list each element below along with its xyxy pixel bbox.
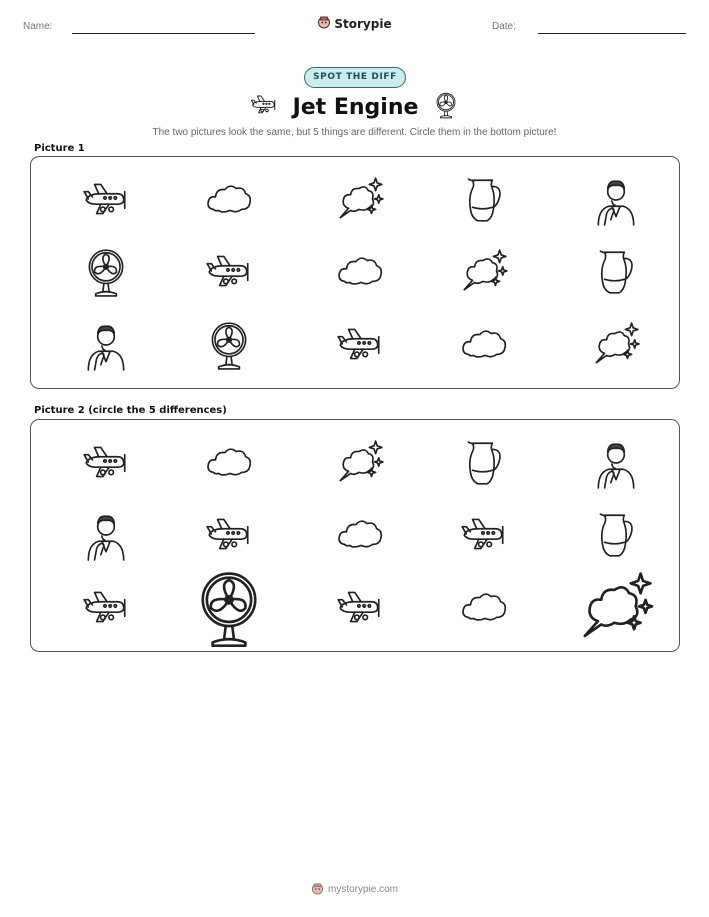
cloud-icon[interactable] [458, 582, 510, 634]
pitcher-icon[interactable] [458, 437, 510, 489]
airplane-icon[interactable] [80, 582, 132, 634]
fan-icon [203, 319, 255, 371]
cloud-icon[interactable] [203, 437, 255, 489]
exhaust-puff-icon [458, 246, 510, 298]
name-label: Name: [23, 21, 53, 32]
thinking-man-icon [80, 319, 132, 371]
name-line[interactable] [72, 33, 255, 34]
thinking-man-icon [590, 174, 642, 226]
footer-url[interactable]: mystorypie.com [327, 884, 398, 895]
airplane-icon[interactable] [80, 437, 132, 489]
exhaust-puff-icon [334, 174, 386, 226]
storypie-mascot-icon [317, 14, 331, 33]
airplane-icon[interactable] [334, 582, 386, 634]
fan-icon[interactable] [188, 567, 270, 649]
airplane-icon [334, 319, 386, 371]
page-title: Jet Engine [292, 94, 419, 120]
cloud-icon [203, 174, 255, 226]
pitcher-icon[interactable] [590, 509, 642, 561]
cloud-icon[interactable] [334, 509, 386, 561]
exhaust-puff-icon [590, 319, 642, 371]
title-row [0, 90, 709, 124]
picture-1-panel [30, 156, 680, 389]
pitcher-icon [590, 246, 642, 298]
date-label: Date: [492, 21, 516, 32]
picture-2-panel[interactable] [30, 419, 680, 652]
picture-2-label: Picture 2 (circle the 5 differences) [34, 405, 227, 416]
cloud-icon [458, 319, 510, 371]
picture-1-label: Picture 1 [34, 143, 85, 154]
storypie-mascot-icon [311, 880, 324, 899]
date-line[interactable] [538, 33, 686, 34]
airplane-icon[interactable] [458, 509, 510, 561]
airplane-icon [80, 174, 132, 226]
airplane-icon [203, 246, 255, 298]
pitcher-icon [458, 174, 510, 226]
cloud-icon [334, 246, 386, 298]
thinking-man-icon[interactable] [590, 437, 642, 489]
airplane-icon [249, 90, 279, 124]
fan-icon [432, 91, 460, 123]
fan-icon [80, 246, 132, 298]
instructions: The two pictures look the same, but 5 things are different. Circle them in the bottom picture! [152, 127, 557, 138]
footer [0, 880, 709, 899]
airplane-icon[interactable] [203, 509, 255, 561]
spot-the-diff-badge: SPOT THE DIFF [304, 67, 406, 88]
brand-logo [0, 14, 709, 33]
brand-name: Storypie [334, 16, 392, 31]
thinking-man-icon[interactable] [80, 509, 132, 561]
exhaust-puff-icon[interactable] [334, 437, 386, 489]
exhaust-puff-icon[interactable] [575, 567, 657, 649]
